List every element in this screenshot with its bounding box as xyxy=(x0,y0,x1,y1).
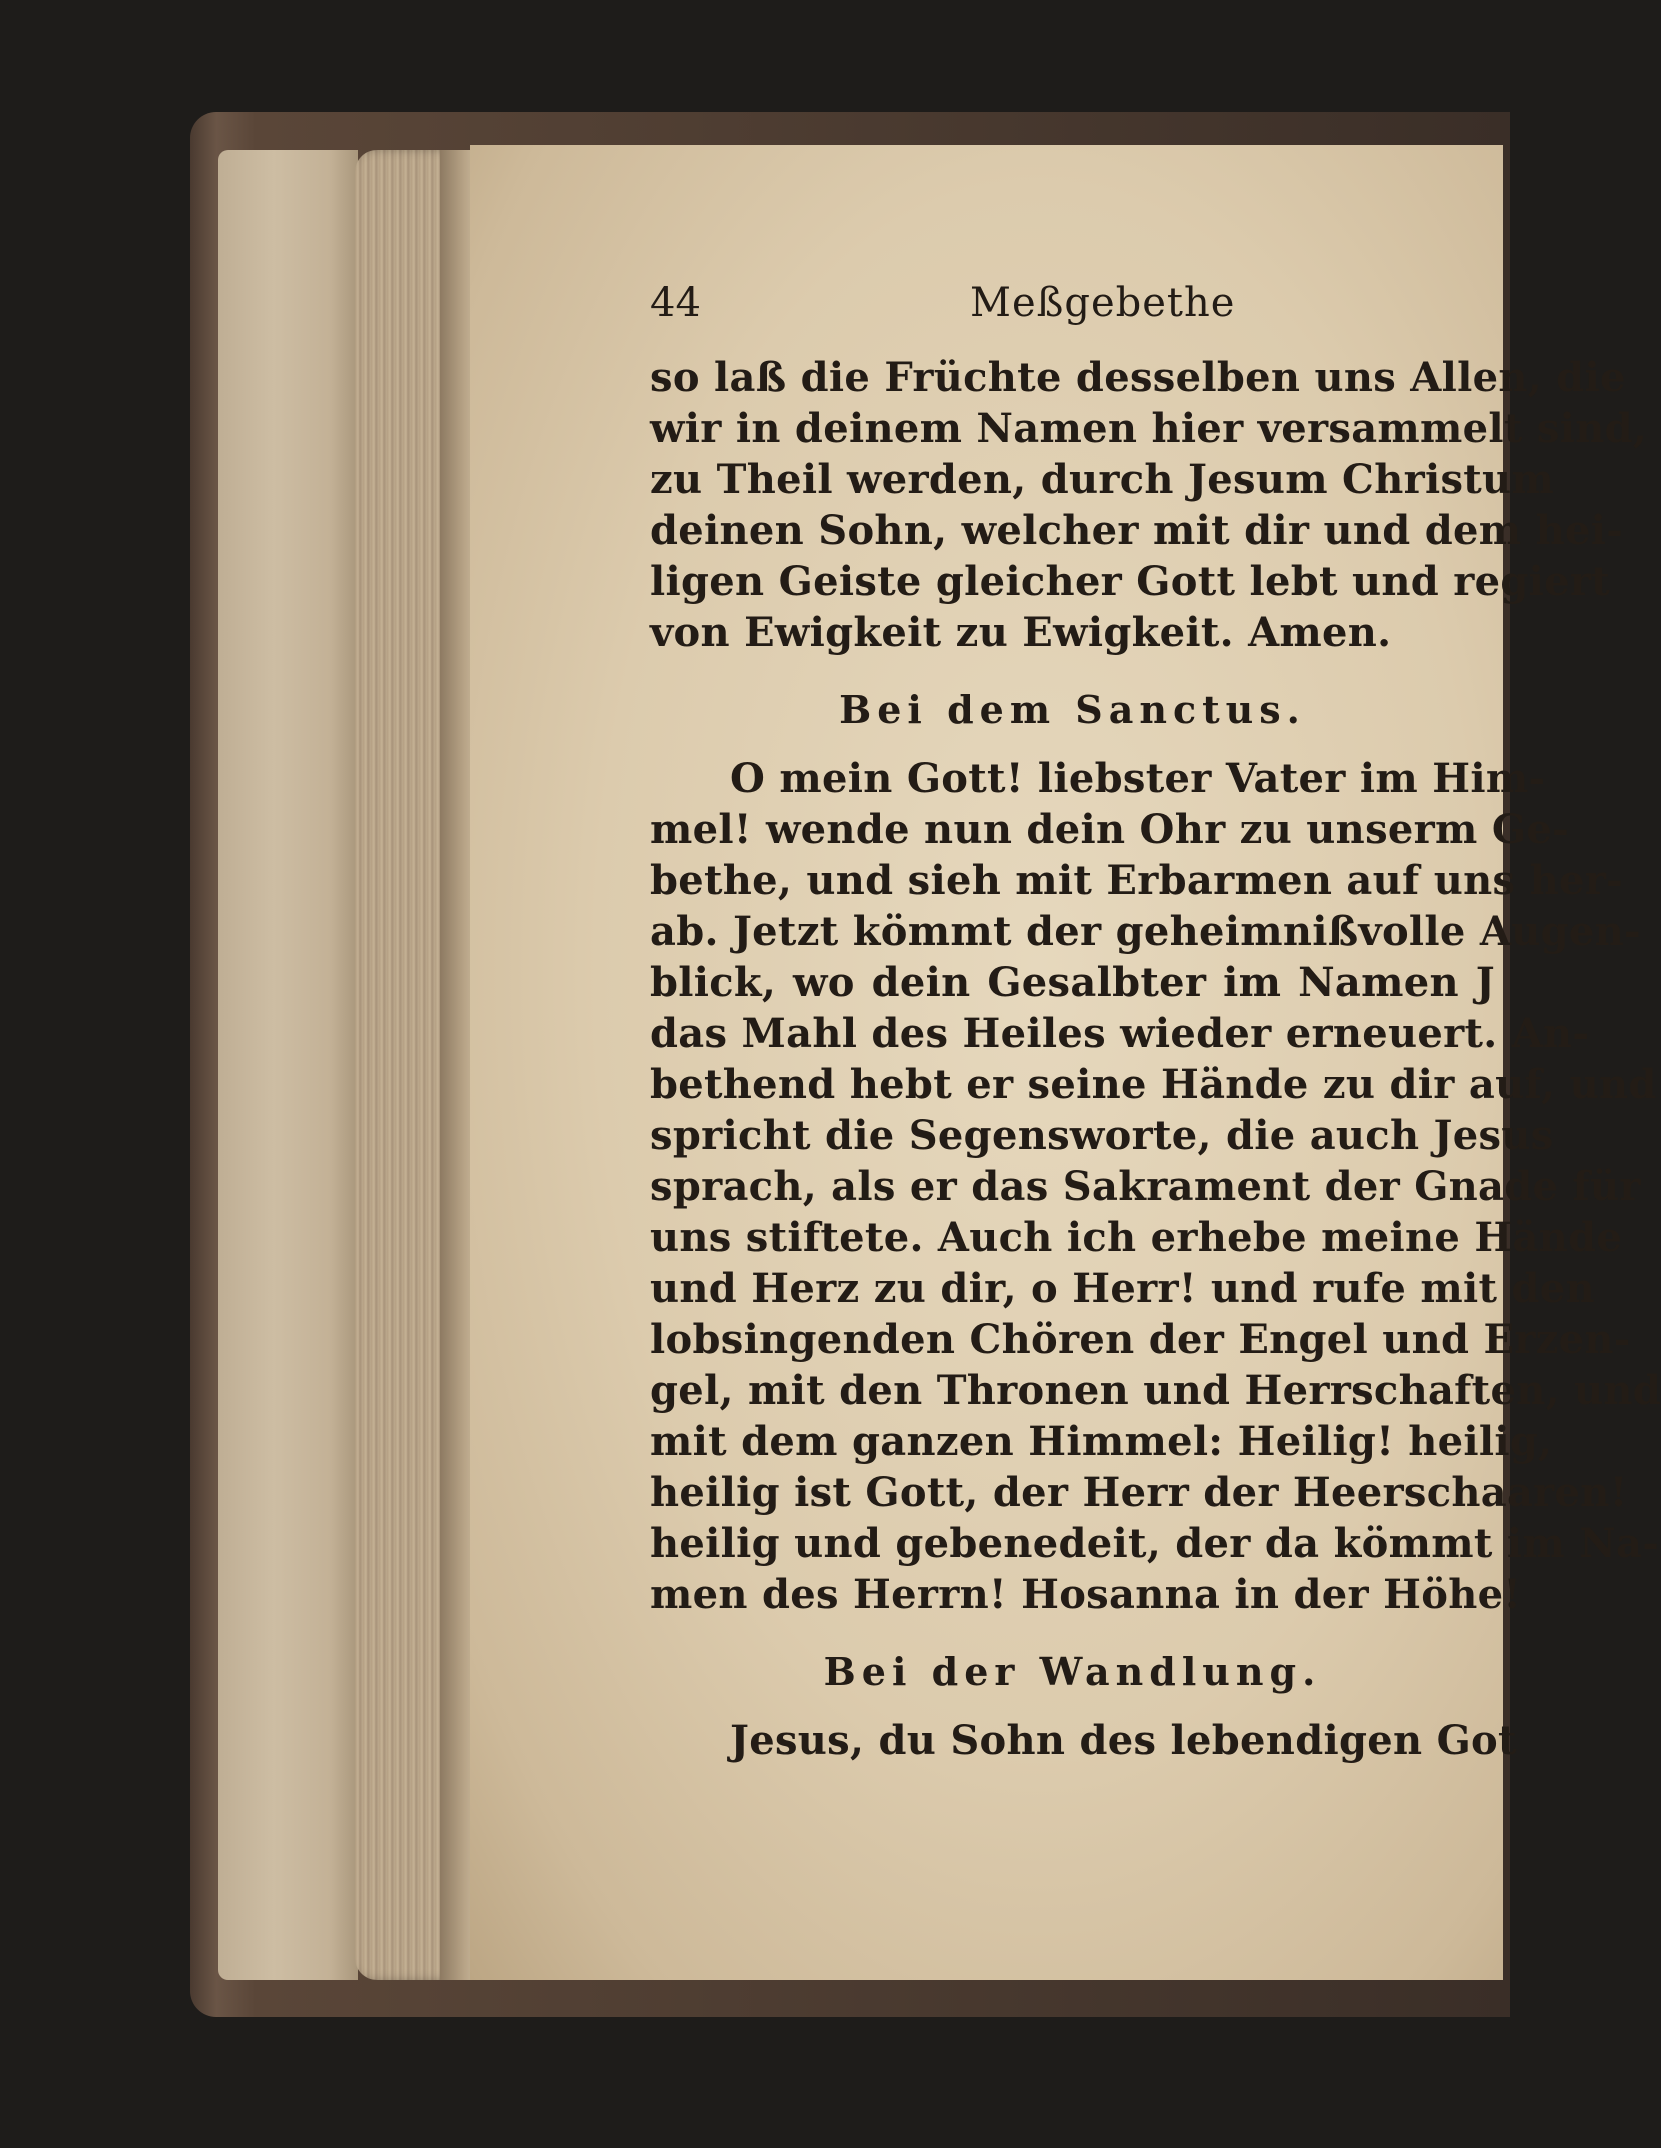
text-line: gel, mit den Thronen und Herrschaften, und xyxy=(650,1367,1661,1414)
closing-prayer-paragraph xyxy=(650,352,1648,658)
running-head xyxy=(650,280,1495,340)
text-line: bethe, und sieh mit Erbarmen auf uns her- xyxy=(650,857,1623,904)
text-line: Jesus, du Sohn des lebendigen Got xyxy=(730,1717,1517,1764)
wandlung-paragraph xyxy=(650,1715,1517,1766)
endpaper xyxy=(218,150,358,1980)
text-line: heilig ist Gott, der Herr der Heerschaaren! xyxy=(650,1469,1628,1516)
text-line: und Herz zu dir, o Herr! und rufe mit den xyxy=(650,1265,1595,1312)
sanctus-paragraph xyxy=(650,753,1661,1620)
text-line: spricht die Segensworte, die auch Jesus xyxy=(650,1112,1554,1159)
text-line: mit dem ganzen Himmel: Heilig! heilig, xyxy=(650,1418,1553,1465)
text-line: zu Theil werden, durch Jesum Christum xyxy=(650,456,1555,503)
text-line: wir in deinem Namen hier versammelt sind, xyxy=(650,405,1648,452)
book-page xyxy=(470,145,1661,1980)
text-line: men des Herrn! Hosanna in der Höhe! xyxy=(650,1571,1522,1618)
text-line: O mein Gott! liebster Vater im Him- xyxy=(730,755,1546,802)
text-line: bethend hebt er seine Hände zu dir auf, und xyxy=(650,1061,1657,1108)
page-number: 44 xyxy=(650,280,701,326)
text-line: mel! wende nun dein Ohr zu unserm Ge- xyxy=(650,806,1569,853)
running-title: Meßgebethe xyxy=(970,280,1236,326)
page-content xyxy=(650,280,1661,1766)
text-line: ligen Geiste gleicher Gott lebt und regiert xyxy=(650,558,1611,605)
text-line: lobsingenden Chören der Engel und Erzen- xyxy=(650,1316,1631,1363)
section-heading-sanctus: Bei dem Sanctus. xyxy=(839,687,1306,732)
text-line: das Mahl des Heiles wieder erneuert. An- xyxy=(650,1010,1590,1057)
text-line: von Ewigkeit zu Ewigkeit. Amen. xyxy=(650,609,1392,656)
text-line: heilig und gebenedeit, der da kömmt im Na- xyxy=(650,1520,1660,1567)
section-heading-wandlung: Bei der Wandlung. xyxy=(823,1649,1322,1694)
text-line: blick, wo dein Gesalbter im Namen J xyxy=(650,959,1495,1006)
text-line: so laß die Früchte desselben uns Allen, die xyxy=(650,354,1626,401)
text-line: sprach, als er das Sakrament der Gnade für xyxy=(650,1163,1641,1210)
text-line: deinen Sohn, welcher mit dir und dem hei- xyxy=(650,507,1624,554)
text-line: uns stiftete. Auch ich erhebe meine Hände xyxy=(650,1214,1623,1261)
text-line: ab. Jetzt kömmt der geheimnißvolle Augen- xyxy=(650,908,1641,955)
